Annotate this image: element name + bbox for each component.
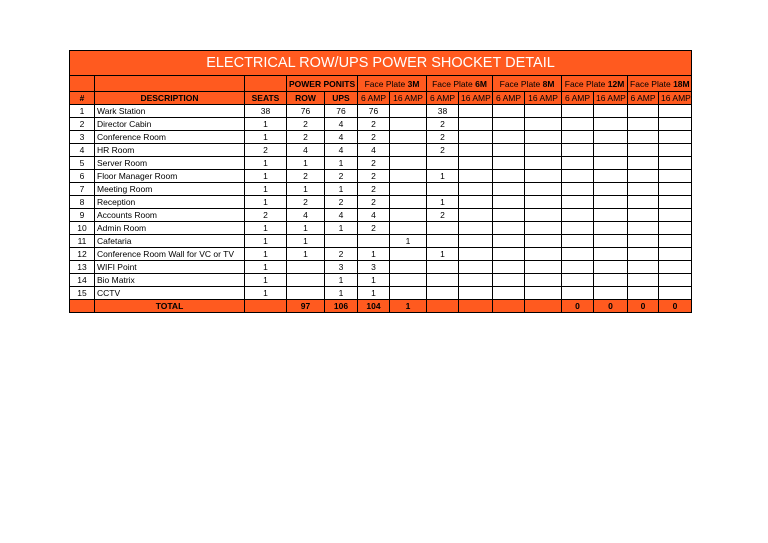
total-value-cell <box>245 300 287 313</box>
value-cell: 1 <box>245 235 287 248</box>
value-cell: 1 <box>325 274 358 287</box>
value-cell <box>459 183 493 196</box>
value-cell <box>493 287 525 300</box>
value-cell <box>525 157 562 170</box>
value-cell <box>594 131 628 144</box>
value-cell <box>459 118 493 131</box>
value-cell: 1 <box>287 248 325 261</box>
header-row-bottom <box>70 92 692 105</box>
description-cell: Conference Room Wall for VC or TV <box>95 248 245 261</box>
value-cell <box>427 287 459 300</box>
value-cell <box>659 144 692 157</box>
description-cell: WIFI Point <box>95 261 245 274</box>
value-cell <box>525 235 562 248</box>
value-cell <box>659 157 692 170</box>
value-cell: 1 <box>245 274 287 287</box>
value-cell: 2 <box>325 196 358 209</box>
value-cell <box>493 196 525 209</box>
value-cell: 2 <box>427 118 459 131</box>
row-number-cell: 1 <box>70 105 95 118</box>
value-cell <box>562 248 594 261</box>
total-value-cell: 106 <box>325 300 358 313</box>
value-cell <box>459 170 493 183</box>
value-cell <box>594 105 628 118</box>
description-cell: Bio Matrix <box>95 274 245 287</box>
value-cell <box>562 261 594 274</box>
value-cell: 1 <box>427 170 459 183</box>
value-cell <box>594 248 628 261</box>
value-cell: 76 <box>358 105 390 118</box>
value-cell <box>659 183 692 196</box>
value-cell <box>525 261 562 274</box>
table-row <box>70 274 692 287</box>
col-hash: # <box>70 92 95 105</box>
table-row <box>70 118 692 131</box>
header-row-top <box>70 76 692 92</box>
col-seats: SEATS <box>245 92 287 105</box>
value-cell <box>459 144 493 157</box>
value-cell: 1 <box>245 248 287 261</box>
value-cell <box>562 105 594 118</box>
value-cell <box>493 157 525 170</box>
value-cell <box>459 222 493 235</box>
value-cell <box>659 261 692 274</box>
face-plate-12m-header: Face Plate 12M <box>562 76 628 92</box>
value-cell <box>594 183 628 196</box>
total-value-cell <box>493 300 525 313</box>
value-cell <box>287 261 325 274</box>
value-cell <box>525 287 562 300</box>
value-cell <box>628 183 659 196</box>
col-18m-16amp: 16 AMP <box>659 92 692 105</box>
value-cell: 76 <box>325 105 358 118</box>
value-cell: 1 <box>390 235 427 248</box>
value-cell: 1 <box>325 287 358 300</box>
value-cell <box>390 261 427 274</box>
value-cell: 1 <box>358 287 390 300</box>
value-cell <box>325 235 358 248</box>
total-value-cell: 104 <box>358 300 390 313</box>
value-cell <box>287 274 325 287</box>
value-cell <box>562 157 594 170</box>
value-cell <box>390 274 427 287</box>
row-number-cell: 11 <box>70 235 95 248</box>
value-cell <box>562 144 594 157</box>
value-cell <box>459 248 493 261</box>
value-cell <box>390 287 427 300</box>
value-cell <box>459 105 493 118</box>
value-cell <box>628 287 659 300</box>
col-ups: UPS <box>325 92 358 105</box>
value-cell <box>459 287 493 300</box>
total-value-cell: 0 <box>594 300 628 313</box>
row-number-cell: 13 <box>70 261 95 274</box>
value-cell <box>390 209 427 222</box>
value-cell <box>287 287 325 300</box>
value-cell: 1 <box>245 118 287 131</box>
value-cell <box>493 183 525 196</box>
value-cell <box>562 222 594 235</box>
value-cell: 2 <box>287 118 325 131</box>
value-cell <box>459 261 493 274</box>
col-8m-6amp: 6 AMP <box>493 92 525 105</box>
value-cell <box>525 170 562 183</box>
total-value-cell: 0 <box>659 300 692 313</box>
value-cell <box>390 183 427 196</box>
value-cell <box>628 118 659 131</box>
value-cell <box>493 248 525 261</box>
value-cell <box>390 196 427 209</box>
row-number-cell: 5 <box>70 157 95 170</box>
description-cell: Floor Manager Room <box>95 170 245 183</box>
value-cell <box>628 170 659 183</box>
table-row <box>70 222 692 235</box>
value-cell <box>562 183 594 196</box>
value-cell <box>390 144 427 157</box>
description-cell: CCTV <box>95 287 245 300</box>
value-cell <box>493 170 525 183</box>
value-cell: 2 <box>287 131 325 144</box>
value-cell <box>562 209 594 222</box>
row-number-cell: 15 <box>70 287 95 300</box>
value-cell <box>525 105 562 118</box>
face-plate-8m-header: Face Plate 8M <box>493 76 562 92</box>
value-cell <box>459 209 493 222</box>
value-cell <box>628 131 659 144</box>
value-cell <box>525 131 562 144</box>
value-cell <box>525 144 562 157</box>
row-number-cell: 12 <box>70 248 95 261</box>
value-cell <box>562 235 594 248</box>
description-cell: Server Room <box>95 157 245 170</box>
value-cell: 1 <box>287 222 325 235</box>
value-cell <box>493 274 525 287</box>
value-cell: 1 <box>245 170 287 183</box>
value-cell: 1 <box>287 235 325 248</box>
table-row <box>70 196 692 209</box>
value-cell: 76 <box>287 105 325 118</box>
value-cell: 3 <box>325 261 358 274</box>
description-cell: Conference Room <box>95 131 245 144</box>
total-value-cell: 1 <box>390 300 427 313</box>
value-cell <box>427 157 459 170</box>
value-cell <box>459 131 493 144</box>
value-cell: 4 <box>358 144 390 157</box>
col-8m-16amp: 16 AMP <box>525 92 562 105</box>
value-cell <box>562 170 594 183</box>
value-cell: 2 <box>358 131 390 144</box>
value-cell <box>659 209 692 222</box>
value-cell: 2 <box>325 170 358 183</box>
table-row <box>70 157 692 170</box>
row-number-cell: 4 <box>70 144 95 157</box>
value-cell <box>628 248 659 261</box>
value-cell <box>659 170 692 183</box>
value-cell: 1 <box>287 183 325 196</box>
value-cell <box>594 274 628 287</box>
value-cell <box>594 261 628 274</box>
description-cell: Meeting Room <box>95 183 245 196</box>
col-18m-6amp: 6 AMP <box>628 92 659 105</box>
value-cell: 38 <box>427 105 459 118</box>
value-cell <box>390 157 427 170</box>
description-cell: Director Cabin <box>95 118 245 131</box>
value-cell <box>562 118 594 131</box>
value-cell: 4 <box>325 209 358 222</box>
total-value-cell <box>525 300 562 313</box>
table-row <box>70 170 692 183</box>
value-cell <box>659 222 692 235</box>
value-cell <box>459 157 493 170</box>
value-cell: 1 <box>325 222 358 235</box>
value-cell <box>594 235 628 248</box>
value-cell <box>594 287 628 300</box>
total-value-cell: 0 <box>562 300 594 313</box>
value-cell: 38 <box>245 105 287 118</box>
value-cell: 1 <box>287 157 325 170</box>
value-cell <box>427 183 459 196</box>
col-12m-6amp: 6 AMP <box>562 92 594 105</box>
value-cell: 2 <box>358 222 390 235</box>
value-cell: 4 <box>358 209 390 222</box>
value-cell: 2 <box>358 196 390 209</box>
value-cell <box>390 222 427 235</box>
value-cell: 2 <box>287 196 325 209</box>
description-cell: Admin Room <box>95 222 245 235</box>
value-cell <box>628 261 659 274</box>
value-cell: 1 <box>325 157 358 170</box>
value-cell: 2 <box>358 170 390 183</box>
table-row <box>70 183 692 196</box>
value-cell <box>659 235 692 248</box>
value-cell <box>594 157 628 170</box>
value-cell <box>493 118 525 131</box>
col-6m-16amp: 16 AMP <box>459 92 493 105</box>
table-row <box>70 261 692 274</box>
value-cell: 1 <box>245 196 287 209</box>
total-value-cell <box>459 300 493 313</box>
value-cell <box>659 196 692 209</box>
value-cell <box>562 287 594 300</box>
description-cell: Reception <box>95 196 245 209</box>
sheet-title: ELECTRICAL ROW/UPS POWER SHOCKET DETAIL <box>69 50 692 75</box>
value-cell <box>628 235 659 248</box>
value-cell: 2 <box>427 209 459 222</box>
table-row <box>70 287 692 300</box>
value-cell <box>659 248 692 261</box>
value-cell <box>390 118 427 131</box>
value-cell <box>427 261 459 274</box>
value-cell: 4 <box>325 118 358 131</box>
total-value-cell <box>427 300 459 313</box>
description-cell: Accounts Room <box>95 209 245 222</box>
value-cell <box>427 274 459 287</box>
face-plate-3m-header: Face Plate 3M <box>358 76 427 92</box>
value-cell: 1 <box>245 261 287 274</box>
total-value-cell: 0 <box>628 300 659 313</box>
description-cell: HR Room <box>95 144 245 157</box>
value-cell: 1 <box>325 183 358 196</box>
value-cell <box>594 118 628 131</box>
value-cell: 2 <box>358 157 390 170</box>
value-cell: 1 <box>358 248 390 261</box>
row-number-cell: 8 <box>70 196 95 209</box>
value-cell <box>525 183 562 196</box>
value-cell: 2 <box>287 170 325 183</box>
value-cell: 1 <box>245 222 287 235</box>
value-cell: 2 <box>245 209 287 222</box>
value-cell <box>390 105 427 118</box>
value-cell <box>525 196 562 209</box>
table-row <box>70 105 692 118</box>
power-points-header: POWER PONITS <box>287 76 358 92</box>
value-cell <box>659 274 692 287</box>
value-cell <box>459 235 493 248</box>
col-description: DESCRIPTION <box>95 92 245 105</box>
value-cell <box>525 209 562 222</box>
power-socket-sheet <box>69 50 692 313</box>
value-cell <box>427 235 459 248</box>
value-cell <box>525 274 562 287</box>
value-cell <box>594 222 628 235</box>
value-cell: 1 <box>245 157 287 170</box>
value-cell: 3 <box>358 261 390 274</box>
row-number-cell: 2 <box>70 118 95 131</box>
value-cell: 2 <box>245 144 287 157</box>
col-row: ROW <box>287 92 325 105</box>
value-cell: 2 <box>325 248 358 261</box>
face-plate-6m-header: Face Plate 6M <box>427 76 493 92</box>
table-row <box>70 235 692 248</box>
value-cell <box>493 144 525 157</box>
value-cell: 1 <box>358 274 390 287</box>
row-number-cell: 7 <box>70 183 95 196</box>
value-cell <box>659 118 692 131</box>
value-cell: 4 <box>325 131 358 144</box>
value-cell <box>459 196 493 209</box>
power-socket-table <box>69 75 692 313</box>
value-cell <box>525 222 562 235</box>
value-cell <box>358 235 390 248</box>
value-cell <box>628 274 659 287</box>
value-cell <box>659 131 692 144</box>
value-cell: 4 <box>287 209 325 222</box>
value-cell <box>427 222 459 235</box>
value-cell <box>659 287 692 300</box>
table-row <box>70 131 692 144</box>
value-cell <box>390 131 427 144</box>
total-label: TOTAL <box>95 300 245 313</box>
table-row <box>70 144 692 157</box>
value-cell <box>493 209 525 222</box>
value-cell <box>562 131 594 144</box>
value-cell <box>493 261 525 274</box>
col-3m-6amp: 6 AMP <box>358 92 390 105</box>
row-number-cell: 3 <box>70 131 95 144</box>
value-cell: 4 <box>325 144 358 157</box>
description-cell: Cafetaria <box>95 235 245 248</box>
value-cell: 1 <box>427 248 459 261</box>
row-number-cell: 9 <box>70 209 95 222</box>
table-row <box>70 209 692 222</box>
value-cell: 4 <box>287 144 325 157</box>
value-cell: 1 <box>245 183 287 196</box>
description-cell: Wark Station <box>95 105 245 118</box>
value-cell <box>493 105 525 118</box>
total-row <box>70 300 692 313</box>
value-cell <box>594 170 628 183</box>
row-number-cell: 10 <box>70 222 95 235</box>
value-cell <box>594 144 628 157</box>
value-cell <box>390 248 427 261</box>
value-cell <box>493 222 525 235</box>
total-value-cell: 97 <box>287 300 325 313</box>
value-cell: 2 <box>427 131 459 144</box>
value-cell: 1 <box>245 287 287 300</box>
value-cell <box>390 170 427 183</box>
value-cell <box>493 131 525 144</box>
face-plate-18m-header: Face Plate 18M <box>628 76 692 92</box>
value-cell: 2 <box>427 144 459 157</box>
value-cell: 2 <box>358 183 390 196</box>
value-cell <box>628 157 659 170</box>
value-cell <box>628 144 659 157</box>
col-6m-6amp: 6 AMP <box>427 92 459 105</box>
value-cell <box>525 248 562 261</box>
row-number-cell: 6 <box>70 170 95 183</box>
value-cell <box>562 274 594 287</box>
value-cell <box>594 209 628 222</box>
value-cell <box>659 105 692 118</box>
row-number-cell: 14 <box>70 274 95 287</box>
value-cell <box>459 274 493 287</box>
value-cell <box>525 118 562 131</box>
value-cell <box>493 235 525 248</box>
value-cell <box>628 196 659 209</box>
col-3m-16amp: 16 AMP <box>390 92 427 105</box>
table-row <box>70 248 692 261</box>
col-12m-16amp: 16 AMP <box>594 92 628 105</box>
value-cell: 2 <box>358 118 390 131</box>
table-body <box>70 105 692 300</box>
value-cell <box>562 196 594 209</box>
value-cell: 1 <box>427 196 459 209</box>
value-cell <box>628 105 659 118</box>
value-cell: 1 <box>245 131 287 144</box>
value-cell <box>594 196 628 209</box>
value-cell <box>628 222 659 235</box>
value-cell <box>628 209 659 222</box>
